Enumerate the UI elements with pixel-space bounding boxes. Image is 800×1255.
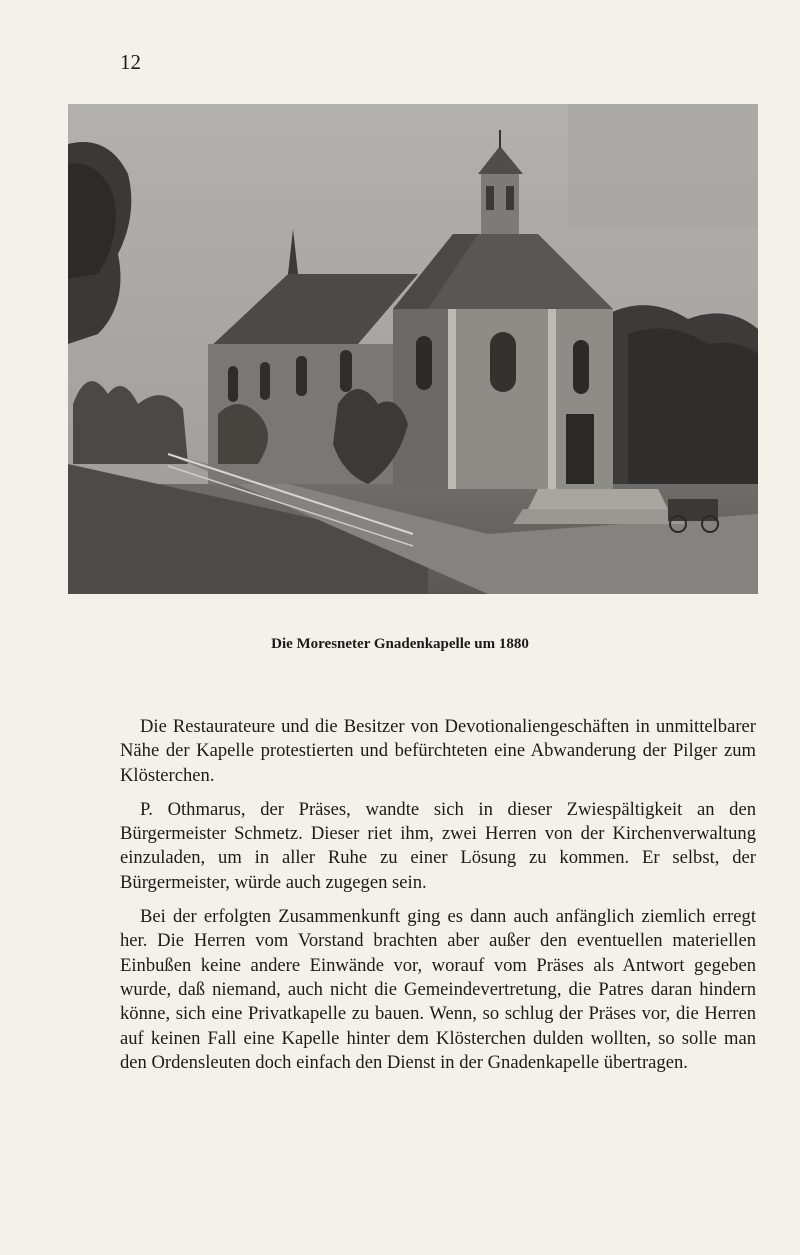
chapel-photo — [68, 104, 758, 594]
page-number: 12 — [120, 50, 141, 74]
body-text — [120, 715, 756, 1085]
paragraph: P. Othmarus, der Präses, wandte sich in dieser Zwiespältigkeit an den Bürgermeister Schmetz. Dieser riet ihm, zwei Herren von der Kirchenverwaltung einzuladen, um in aller Ruhe zu einer Lösung zu kommen. Er selbst, der Bürgermeister, würde auch zugegen sein. — [120, 798, 756, 893]
paragraph: Bei der erfolgten Zusammenkunft ging es dann auch anfänglich ziemlich erregt her. Die Herren vom Vorstand brachten aber außer den eventuellen materiellen Einbußen keine andere Einwände vor, worauf vom Präses als Antwort gegeben wurde, daß niemand, auch nicht die Gemeindevertretung, die Patres daran hindern könne, sich eine Privatkapelle zu bauen. Wenn, so schlug der Präses vor, die Herren auf keinen Fall eine Kapelle hinter dem Klösterchen dulden wollten, so solle man den Ordensleuten doch einfach den Dienst in der Gnadenkapelle übertragen. — [120, 906, 756, 1073]
photo-caption: Die Moresneter Gnadenkapelle um 1880 — [271, 636, 529, 652]
paragraph: Die Restaurateure und die Besitzer von Devotionaliengeschäften in unmittelbarer Nähe der Kapelle protestierten und befürchteten eine Abwanderung der Pilger zum Klösterchen. — [120, 716, 756, 786]
